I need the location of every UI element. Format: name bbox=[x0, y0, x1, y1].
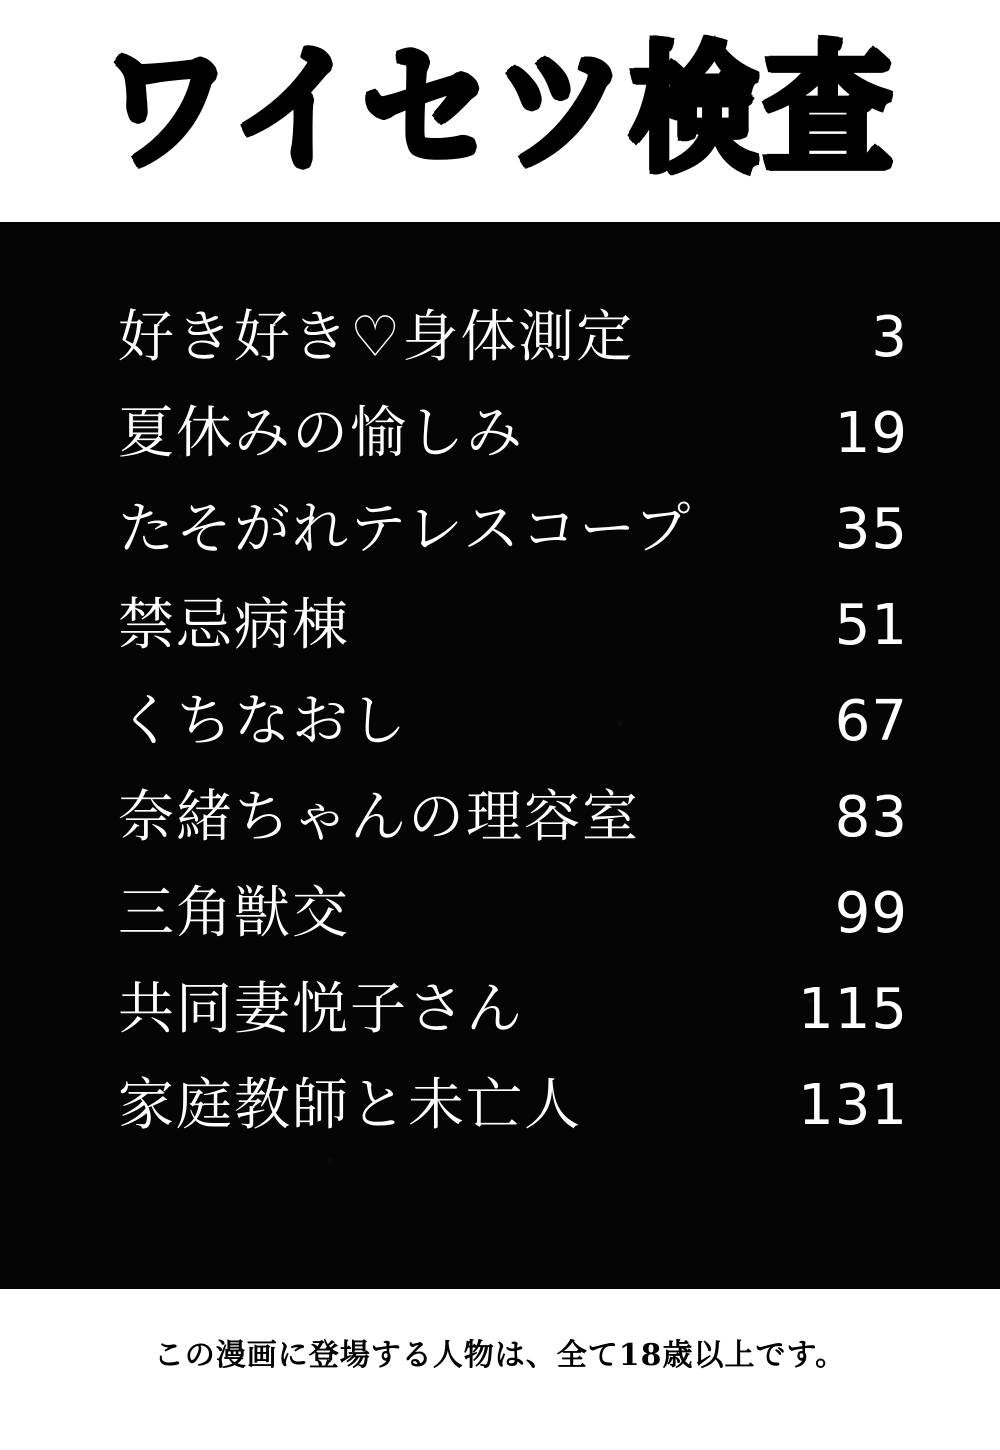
toc-entry-title: 共同妻悦子さん bbox=[118, 977, 524, 1042]
page-title: ワイセツ検査 bbox=[101, 29, 899, 191]
toc-entry-title: たそがれテレスコープ bbox=[118, 497, 693, 562]
toc-entry-title: 禁忌病棟 bbox=[118, 593, 350, 658]
cover-title-area bbox=[0, 0, 1000, 222]
toc-entry[interactable] bbox=[118, 1073, 908, 1174]
toc-entry-title: くちなおし bbox=[118, 689, 408, 754]
toc-entry[interactable] bbox=[118, 305, 908, 406]
toc-entry[interactable] bbox=[118, 977, 908, 1078]
toc-entry[interactable] bbox=[118, 881, 908, 982]
toc-entry[interactable] bbox=[118, 593, 908, 694]
toc-entry-title: 家庭教師と未亡人 bbox=[118, 1073, 582, 1138]
toc-entry-title: 奈緒ちゃんの理容室 bbox=[118, 785, 640, 850]
table-of-contents-list bbox=[118, 305, 908, 1174]
toc-entry-page-number: 3 bbox=[871, 305, 908, 370]
toc-entry-page-number: 19 bbox=[834, 401, 908, 466]
toc-entry[interactable] bbox=[118, 497, 908, 598]
toc-entry-page-number: 115 bbox=[798, 977, 908, 1042]
toc-entry[interactable] bbox=[118, 785, 908, 886]
toc-entry-title: 三角獣交 bbox=[118, 881, 350, 946]
toc-entry[interactable] bbox=[118, 401, 908, 502]
toc-entry[interactable] bbox=[118, 689, 908, 790]
toc-entry-page-number: 99 bbox=[834, 881, 908, 946]
toc-entry-page-number: 51 bbox=[834, 593, 908, 658]
toc-entry-title: 夏休みの愉しみ bbox=[118, 401, 524, 466]
toc-entry-page-number: 83 bbox=[834, 785, 908, 850]
toc-entry-page-number: 35 bbox=[834, 497, 908, 562]
table-of-contents-panel bbox=[0, 222, 1000, 1289]
toc-entry-page-number: 67 bbox=[834, 689, 908, 754]
toc-entry-title: 好き好き♡身体測定 bbox=[118, 305, 635, 370]
toc-entry-page-number: 131 bbox=[798, 1073, 908, 1138]
age-disclaimer-notice: この漫画に登場する人物は、全て18歳以上です。 bbox=[153, 1338, 847, 1373]
